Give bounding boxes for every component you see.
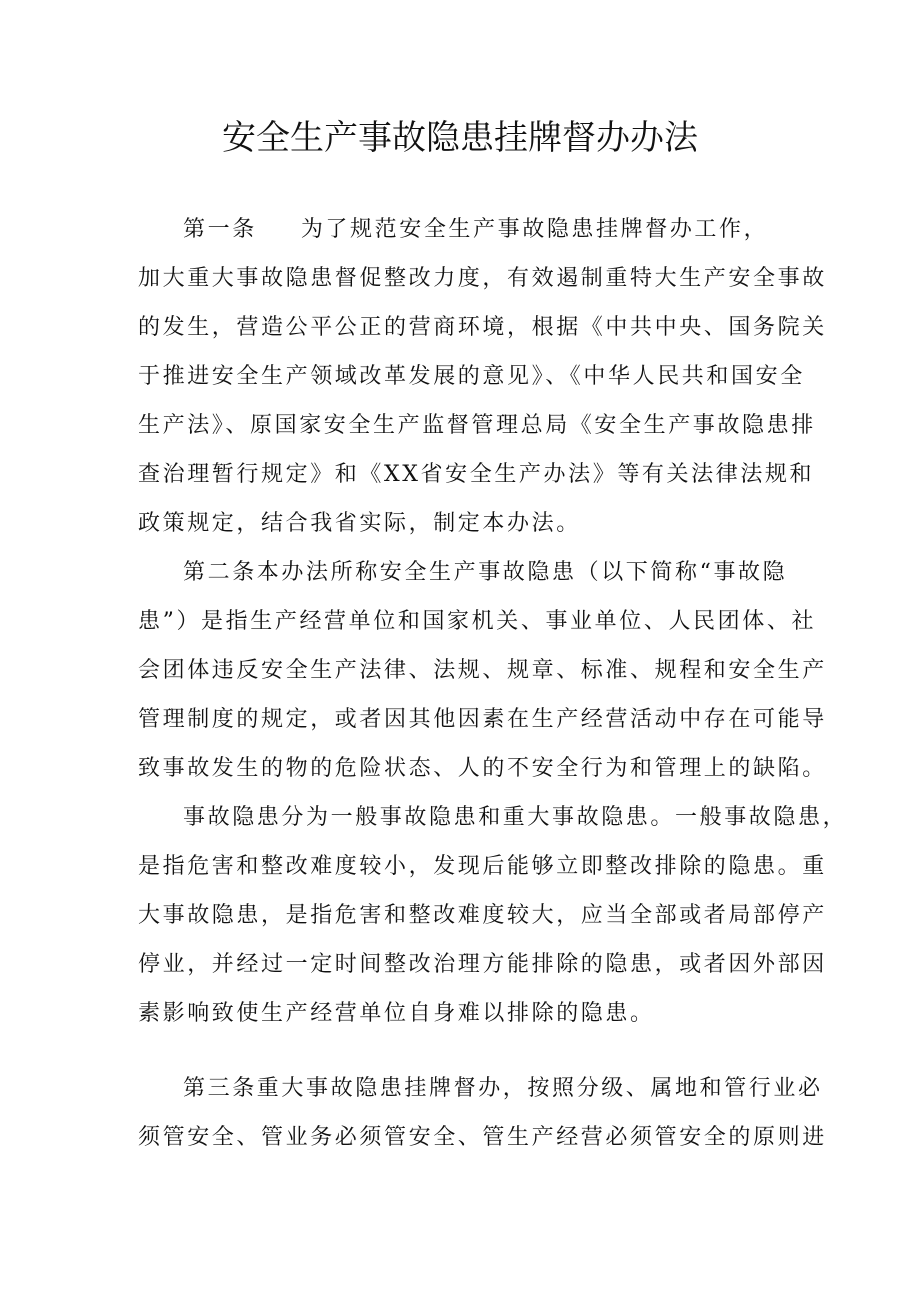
article2-line-4: 管理制度的规定，或者因其他因素在生产经营活动中存在可能导	[138, 707, 827, 732]
article2-line-3: 会团体违反安全生产法律、法规、规章、标准、规程和安全生产	[138, 658, 827, 683]
paragraph3-line-2: 是指危害和整改难度较小，发现后能够立即整改排除的隐患。重	[138, 854, 827, 879]
article1-label: 第一条	[183, 217, 257, 242]
article1-text-1: 为了规范安全生产事故隐患挂牌督办工作，	[300, 217, 769, 242]
article3-line-2: 须管安全、管业务必须管安全、管生产经营必须管安全的原则进	[138, 1125, 827, 1150]
article1-line-6: 查治理暂行规定》和《XX省安全生产办法》等有关法律法规和	[138, 462, 815, 487]
article1-line-3: 的发生，营造公平公正的营商环境，根据《中共中央、国务院关	[138, 315, 827, 340]
article2-line-5: 致事故发生的物的危险状态、人的不安全行为和管理上的缺陷。	[138, 756, 827, 781]
paragraph3-line-3: 大事故隐患，是指危害和整改难度较大，应当全部或者局部停产	[138, 903, 827, 928]
article1-line-1	[183, 215, 768, 245]
article2-line-2: 患”）是指生产经营单位和国家机关、事业单位、人民团体、社	[138, 609, 817, 634]
article3-line-1: 第三条重大事故隐患挂牌督办，按照分级、属地和管行业必	[183, 1076, 823, 1101]
paragraph3-line-1: 事故隐患分为一般事故隐患和重大事故隐患。一般事故隐患，	[183, 805, 848, 830]
article1-line-7: 政策规定，结合我省实际，制定本办法。	[138, 511, 581, 536]
paragraph3-line-5: 素影响致使生产经营单位自身难以排除的隐患。	[138, 1001, 655, 1026]
article1-line-2: 加大重大事故隐患督促整改力度，有效遏制重特大生产安全事故	[138, 266, 827, 291]
document-title: 安全生产事故隐患挂牌督办办法	[222, 118, 698, 158]
article2-line-1: 第二条本办法所称安全生产事故隐患（以下简称“事故隐	[183, 560, 788, 585]
paragraph3-line-4: 停业，并经过一定时间整改治理方能排除的隐患，或者因外部因	[138, 952, 827, 977]
article1-line-5: 生产法》、原国家安全生产监督管理总局《安全生产事故隐患排	[138, 413, 816, 438]
article1-line-4: 于推进安全生产领域改革发展的意见》、《中华人民共和国安全	[138, 364, 805, 389]
